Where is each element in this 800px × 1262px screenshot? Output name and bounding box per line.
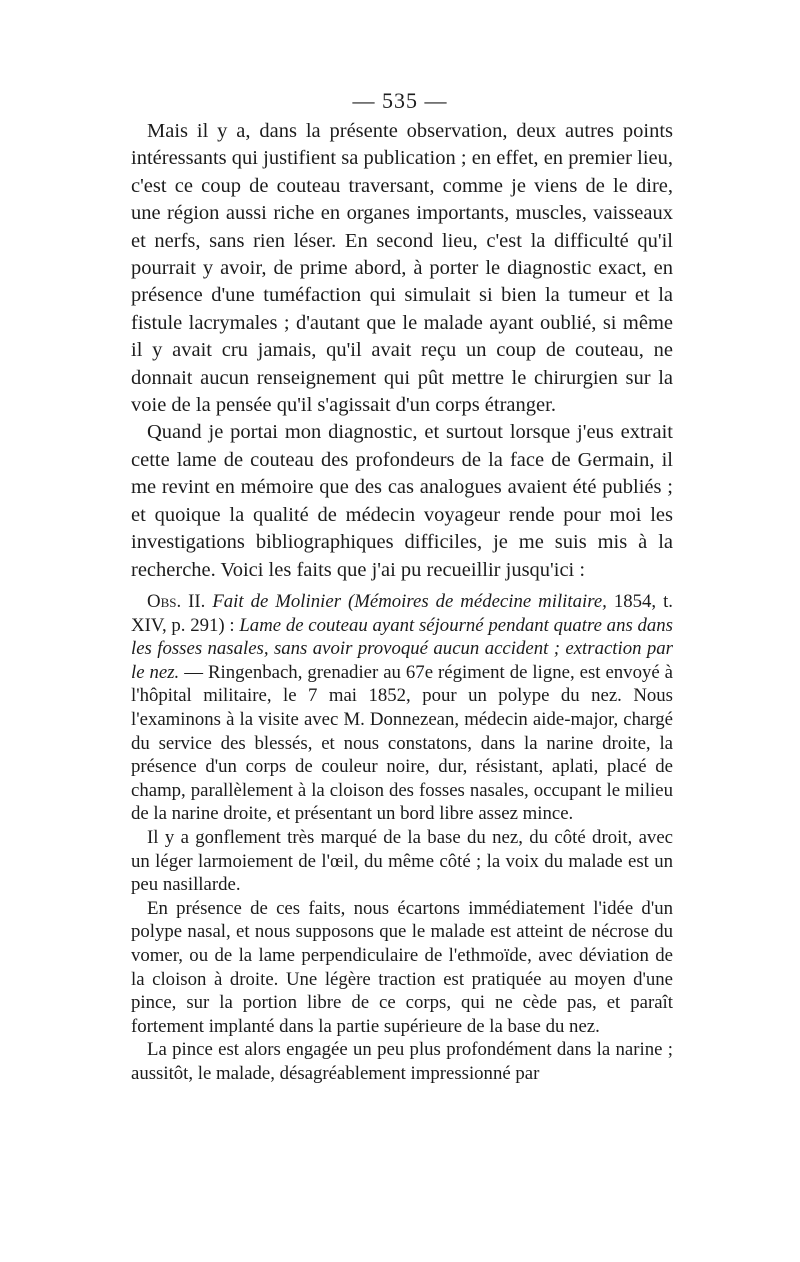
main-text-block: [131, 118, 673, 584]
page-number: — 535 —: [352, 88, 448, 113]
observation-body: — Ringenbach, grenadier au 67e régiment de ligne, est envoyé à l'hôpital militaire, le 7 mai 1852, pour un polype du nez. Nous l'examinons à la visite avec M. Donnezean, médecin aide-major, chargé du service des blessés, et nous constatons, dans la narine droite, la présence d'un corps de couleur noire, dur, résistant, aplati, placé de champ, parallèlement à la cloison des fosses nasales, occupant le milieu de la narine droite, et présentant un bord libre assez mince.: [131, 661, 673, 825]
paragraph-1: Mais il y a, dans la présente observation, deux autres points intéressants qui justifient sa publication ; en effet, en premier lieu, c'est ce coup de couteau traversant, comme je viens de le dire, une région aussi riche en organes importants, muscles, vaisseaux et nerfs, sans rien léser. En second lieu, c'est la difficulté qu'il pourrait y avoir, de prime abord, à porter le diagnostic exact, en présence d'une tuméfaction qui simulait si bien la tumeur et la fistule lacrymales ; d'autant que le malade ayant oublié, si même il y avait cru jamais, qu'il avait reçu un coup de couteau, ne donnait aucun renseignement qui pût mettre le chirurgien sur la voie de la pensée qu'il s'agissait d'un corps étranger.: [131, 120, 673, 417]
observation-citation: 1854, t. XIV, p. 291) :: [131, 591, 673, 636]
observation-intro: [131, 590, 673, 826]
observation-label: Obs. II.: [147, 591, 206, 612]
observation-block: [131, 590, 673, 1085]
observation-paragraph-3: En présence de ces faits, nous écartons immédiatement l'idée d'un polype nasal, et nous supposons que le malade est atteint de nécrose du vomer, ou de la lame perpendiculaire de l'ethmoïde, avec déviation de la cloison à droite. Une légère traction est pratiquée au moyen d'une pince, sur la portion libre de ce corps, qui ne cède pas, et paraît fortement implanté dans la partie supérieure de la base du nez.: [131, 897, 673, 1037]
observation-paragraph-4: La pince est alors engagée un peu plus profondément dans la narine ; aussitôt, le malade, désagréablement impressionné par: [131, 1039, 673, 1084]
paragraph-2: Quand je portai mon diagnostic, et surtout lorsque j'eus extrait cette lame de couteau des profondeurs de la face de Germain, il me revint en mémoire que des cas analogues avaient été publiés ; et quoique la qualité de médecin voyageur rende pour moi les investigations bibliographiques difficiles, je me suis mis à la recherche. Voici les faits que j'ai pu recueillir jusqu'ici :: [131, 421, 673, 581]
observation-summary: Lame de couteau ayant séjourné pendant quatre ans dans les fosses nasales, sans avoir provoqué aucun accident ; extraction par le nez.: [131, 614, 673, 683]
observation-paragraph-2: Il y a gonflement très marqué de la base du nez, du côté droit, avec un léger larmoiement de l'œil, du même côté ; la voix du malade est un peu nasillarde.: [131, 826, 673, 896]
observation-title: Fait de Molinier (Mémoires de médecine militaire,: [212, 591, 607, 612]
